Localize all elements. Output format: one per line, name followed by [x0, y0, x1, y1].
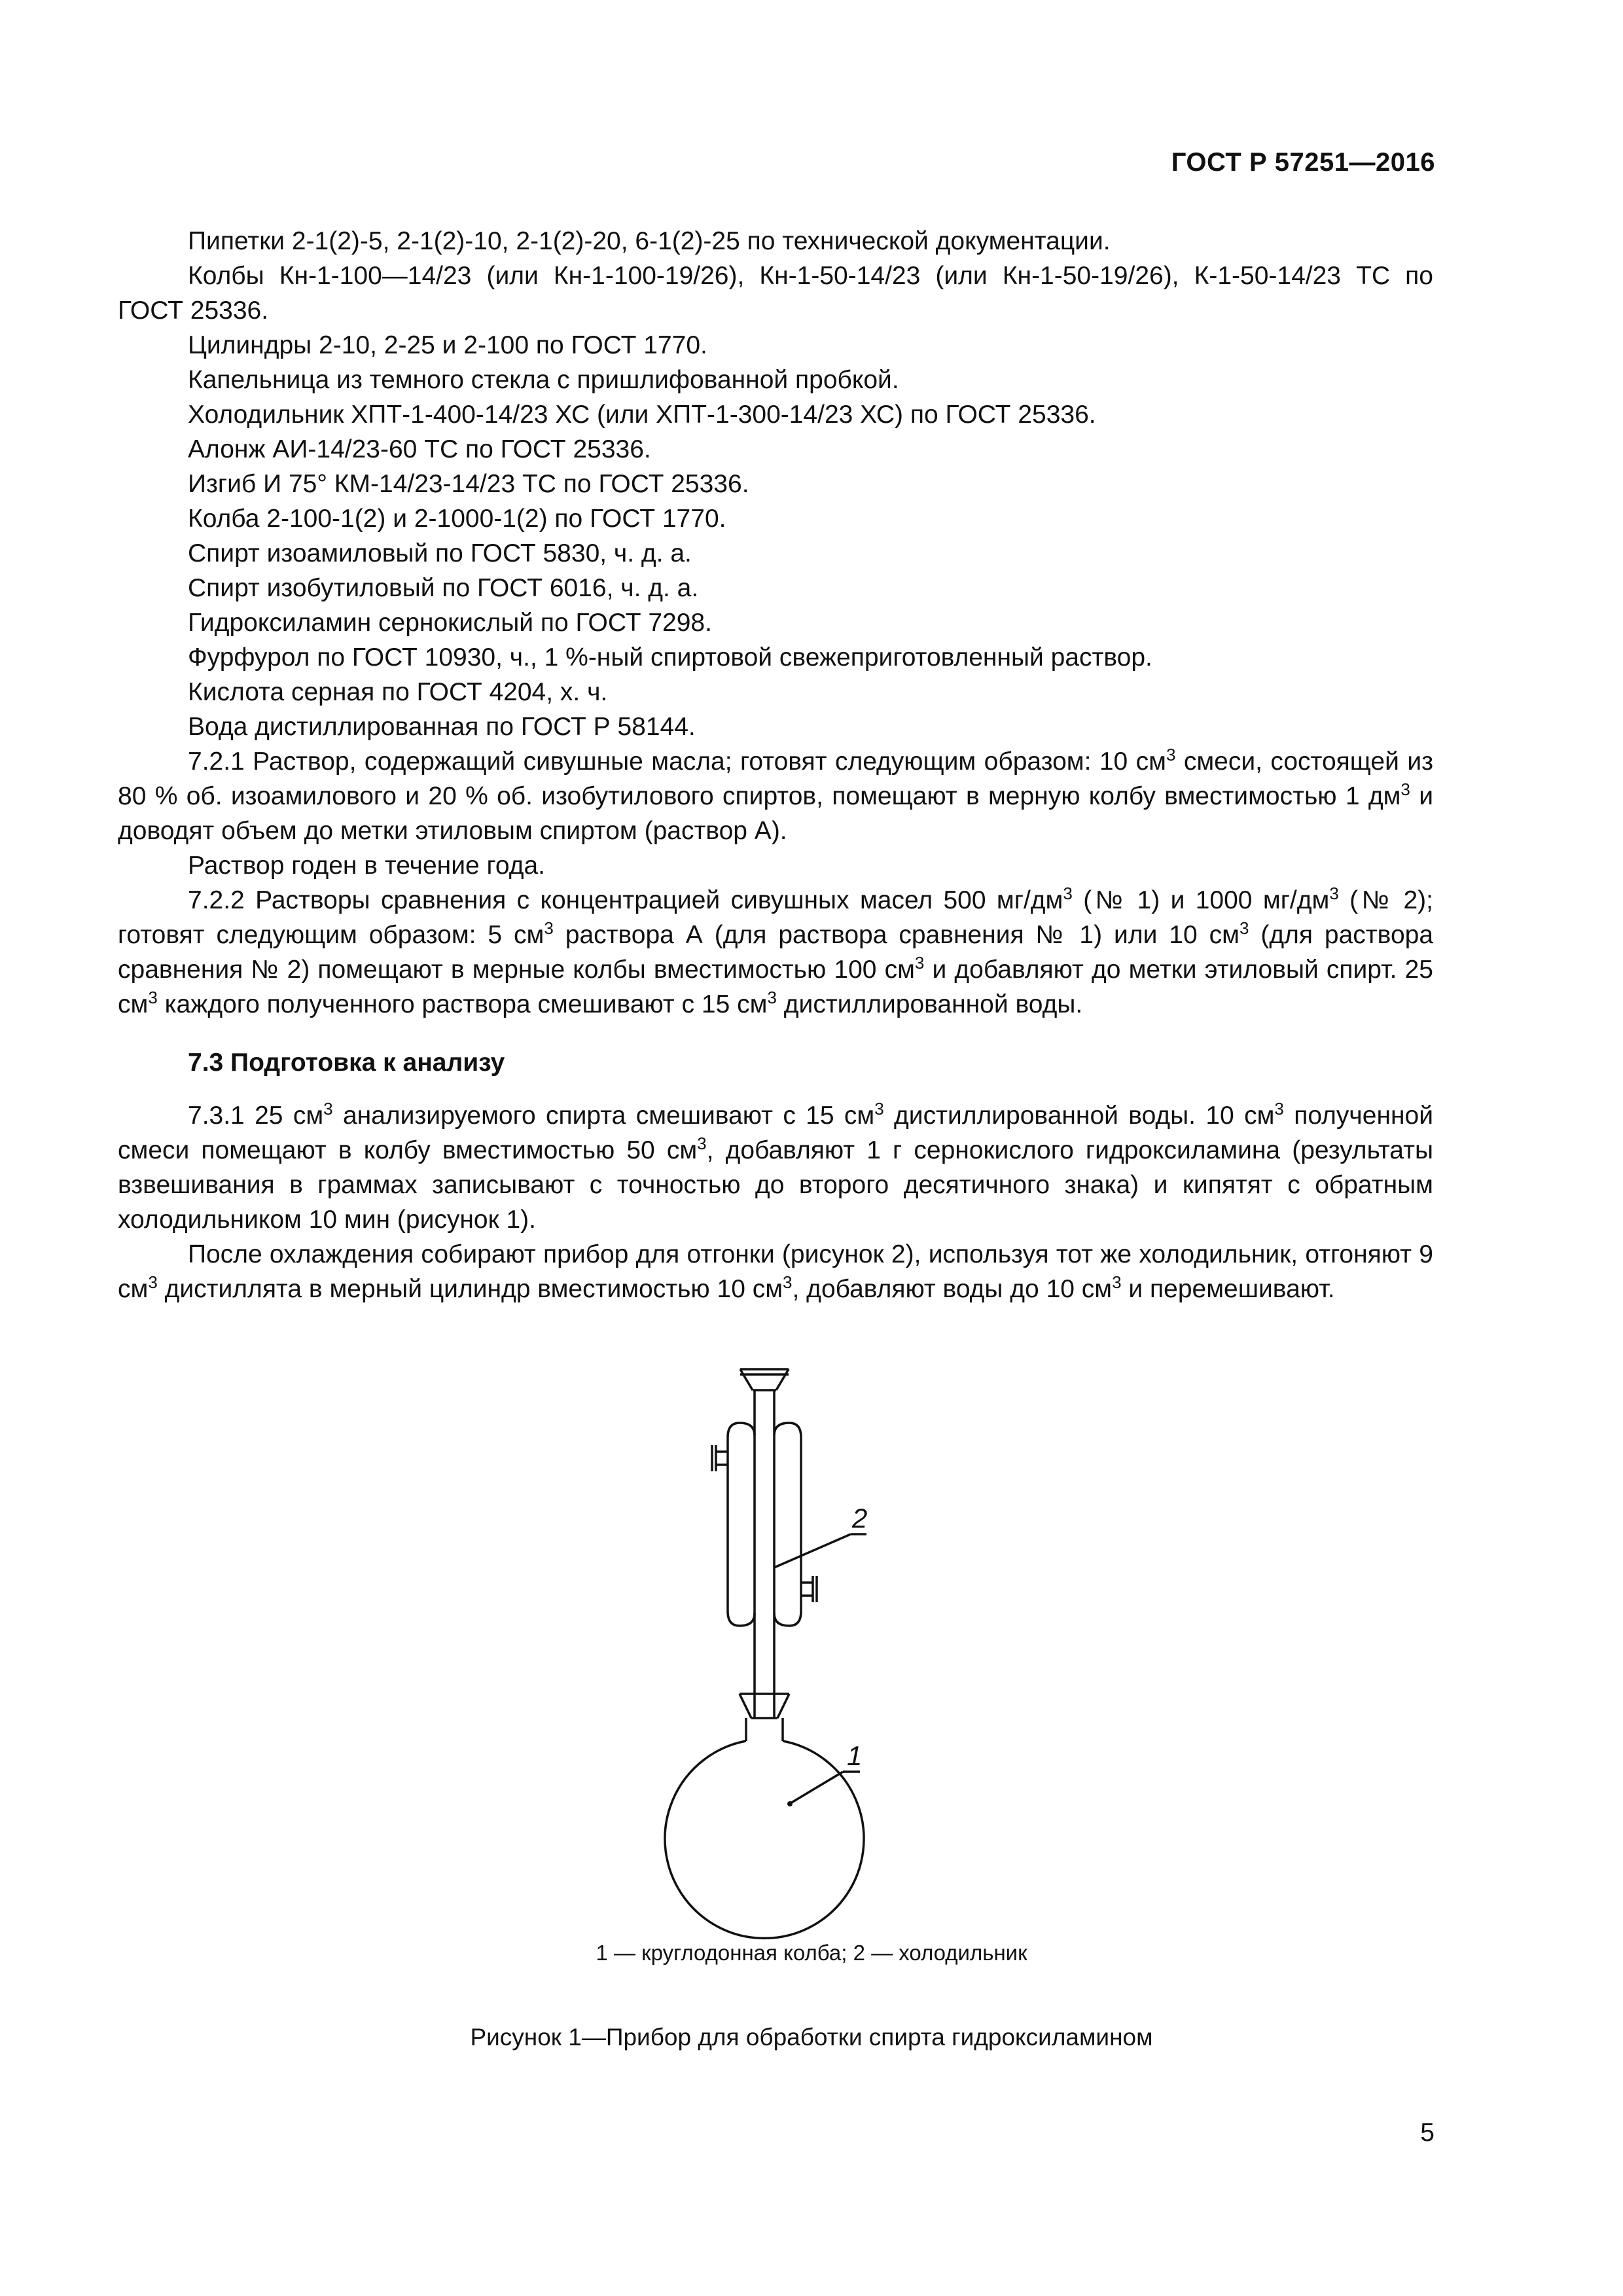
figure-key: 1 — круглодонная колба; 2 — холодильник [596, 1941, 1027, 1965]
equipment-item: Вода дистиллированная по ГОСТ Р 58144. [188, 713, 696, 741]
leader-line-flask [791, 1772, 843, 1803]
document-body [118, 224, 1433, 1306]
round-bottom-flask [665, 1718, 864, 1938]
equipment-item: Пипетки 2-1(2)-5, 2-1(2)-10, 2-1(2)-20, 6-1(2)-25 по технической документации. [188, 227, 1111, 255]
condenser-port-top [712, 1445, 728, 1471]
equipment-item: Капельница из темного стекла с пришлифованной пробкой. [188, 366, 899, 394]
equipment-item: Изгиб И 75° КМ-14/23-14/23 ТС по ГОСТ 25336. [188, 470, 749, 498]
paragraph-7-2-2: 7.2.2 Растворы сравнения с концентрацией сивушных масел 500 $мг/дм^3$ (№ 1) и 1000 $мг/дм^3$ (№ 2); готовят следующим образом: 5 $см^3$ раствора А (для раствора сравнения № 1) или 10 $см^3$ (для раствора сравнения № 2) помещают в мерные колбы вместимостью 100 $см^3$ и добавляют до метки этиловый спирт. 25 $см^3$ каждого полученного раствора смешивают с 15 $см^3$ дистиллированной воды. [118, 884, 1434, 1018]
condenser-funnel [740, 1369, 789, 1390]
equipment-item: Фурфурол по ГОСТ 10930, ч., 1 %-ный спиртовой свежеприготовленный раствор. [188, 643, 1152, 672]
equipment-item: Колбы Кн-1-100—14/23 (или Кн-1-100-19/26), Кн-1-50-14/23 (или Кн-1-50-19/26), К-1-50-14/23 ТС по ГОСТ 25336. [118, 262, 1433, 325]
equipment-item: Спирт изобутиловый по ГОСТ 6016, ч. д. а. [188, 574, 699, 602]
condenser-jacket [728, 1423, 801, 1626]
label-condenser: 2 [852, 1503, 868, 1534]
paragraph-7-3-1: 7.3.1 25 $см^3$ анализируемого спирта смешивают с 15 $см^3$ дистиллированной воды. 10 $см^3$ полученной смеси помещают в колбу вместимостью 50 $см^3$, добавляют 1 г сернокислого гидроксиламина (результаты взвешивания в граммах записывают с точностью до второго десятичного знака) и кипятят с обратным холодильником 10 мин (рисунок 1). [118, 1099, 1433, 1234]
figure-caption: Рисунок 1—Прибор для обработки спирта гидроксиламином [470, 2024, 1153, 2051]
condenser-inner-tube [755, 1390, 774, 1694]
equipment-item: Кислота серная по ГОСТ 4204, х. ч. [188, 678, 608, 706]
paragraph-shelf-life: Раствор годен в течение года. [188, 852, 545, 880]
section-title-7-3: 7.3 Подготовка к анализу [188, 1049, 505, 1077]
equipment-item: Спирт изоамиловый по ГОСТ 5830, ч. д. а. [188, 539, 692, 567]
ground-joint [740, 1694, 789, 1718]
equipment-item: Алонж АИ-14/23-60 ТС по ГОСТ 25336. [188, 435, 651, 463]
leader-line-condenser [774, 1534, 851, 1568]
equipment-item: Колба 2-100-1(2) и 2-1000-1(2) по ГОСТ 1770. [188, 505, 726, 533]
paragraph-7-2-1: 7.2.1 Раствор, содержащий сивушные масла; готовят следующим образом: 10 $см^3$ смеси, состоящей из 80 % об. изоамилового и 20 % об. изобутилового спиртов, помещают в мерную колбу вместимостью 1 $дм^3$ и доводят объем до метки этиловым спиртом (раствор А). [118, 745, 1433, 845]
equipment-item: Гидроксиламин сернокислый по ГОСТ 7298. [188, 609, 712, 637]
equipment-item: Холодильник ХПТ-1-400-14/23 ХС (или ХПТ-1-300-14/23 ХС) по ГОСТ 25336. [188, 401, 1096, 429]
standard-id: ГОСТ Р 57251—2016 [1171, 148, 1435, 177]
figure-apparatus [0, 1355, 1623, 2009]
paragraph-cooling: После охлаждения собирают прибор для отгонки (рисунок 2), используя тот же холодильник, отгоняют 9 $см^3$ дистиллята в мерный цилиндр вместимостью 10 $см^3$, добавляют воды до 10 $см^3$ и перемешивают. [118, 1240, 1433, 1303]
page-number: 5 [1420, 2119, 1435, 2147]
label-flask: 1 [847, 1740, 863, 1771]
condenser-port-bottom [801, 1576, 817, 1602]
flask-center-dot [787, 1801, 793, 1806]
equipment-item: Цилиндры 2-10, 2-25 и 2-100 по ГОСТ 1770. [188, 331, 707, 359]
